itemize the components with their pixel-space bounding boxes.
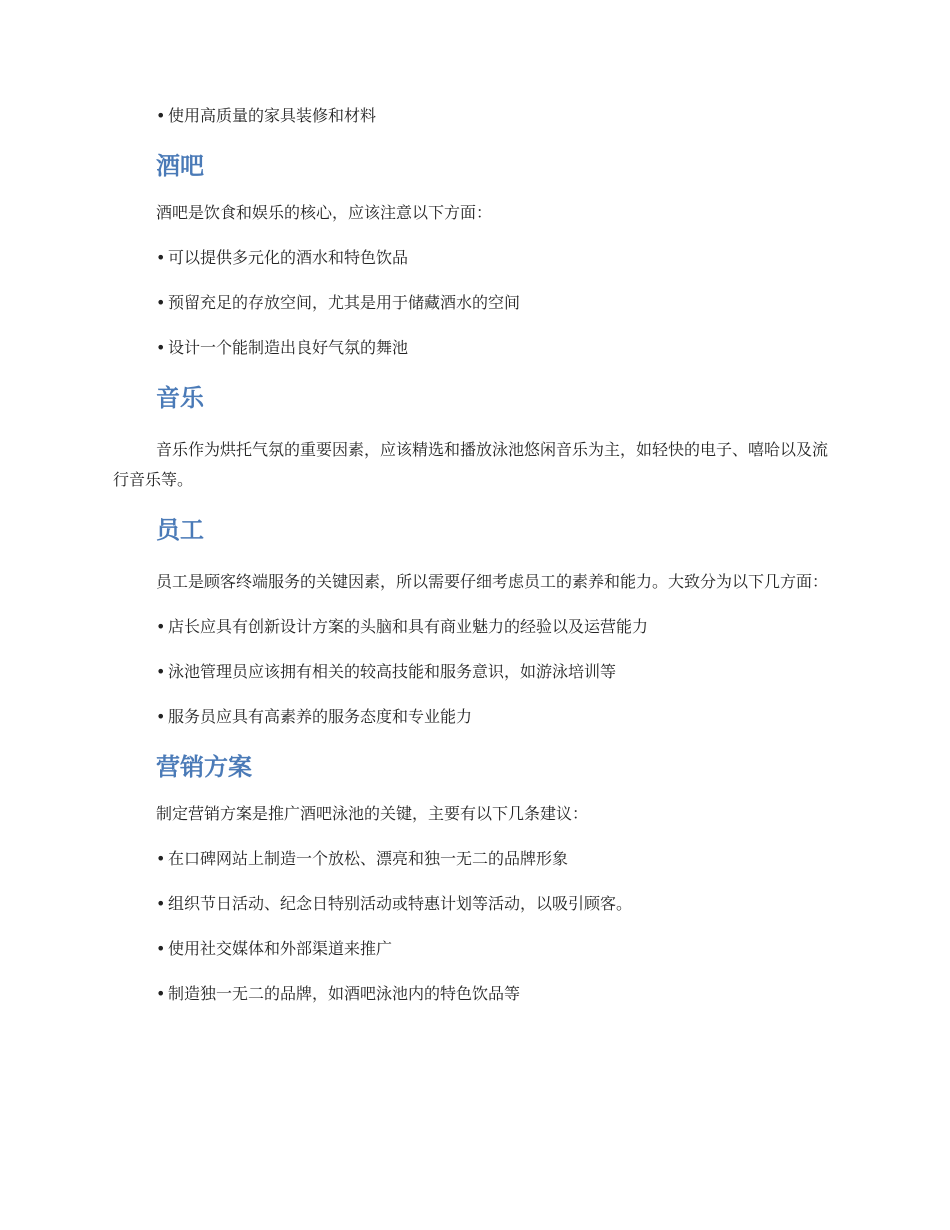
section-heading-marketing: 营销方案 — [156, 753, 252, 781]
bullet-dot: • — [156, 106, 166, 125]
bullet-text: 预留充足的存放空间，尤其是用于储藏酒水的空间 — [168, 293, 521, 312]
section-paragraph-staff: 员工是顾客终端服务的关键因素，所以需要仔细考虑员工的素养和能力。大致分为以下几方面： — [156, 572, 829, 591]
section-paragraph-bar: 酒吧是饮食和娱乐的核心，应该注意以下方面： — [156, 203, 493, 222]
bullet-dot: • — [156, 248, 166, 267]
bullet-dot: • — [156, 293, 166, 312]
bullet-item — [113, 248, 833, 268]
bullet-item — [113, 662, 833, 682]
bullet-item — [113, 707, 833, 727]
bullet-text: 在口碑网站上制造一个放松、漂亮和独一无二的品牌形象 — [168, 849, 569, 868]
bullet-item — [113, 849, 833, 869]
bullet-item — [113, 939, 833, 959]
bullet-dot: • — [156, 617, 166, 636]
section-paragraph-music: 音乐作为烘托气氛的重要因素，应该精选和播放泳池悠闲音乐为主，如轻快的电子、嘻哈以及流行音乐等。 — [113, 440, 829, 489]
bullet-text: 设计一个能制造出良好气氛的舞池 — [168, 338, 409, 357]
bullet-item — [113, 617, 833, 637]
section-heading-bar: 酒吧 — [156, 152, 204, 180]
bullet-dot: • — [156, 849, 166, 868]
bullet-text: 店长应具有创新设计方案的头脑和具有商业魅力的经验以及运营能力 — [168, 617, 649, 636]
bullet-dot: • — [156, 894, 166, 913]
bullet-item — [113, 293, 833, 313]
bullet-dot: • — [156, 984, 166, 1003]
bullet-text: 可以提供多元化的酒水和特色饮品 — [168, 248, 409, 267]
document-content — [113, 106, 833, 1029]
bullet-text: 使用社交媒体和外部渠道来推广 — [168, 939, 393, 958]
bullet-item — [113, 106, 833, 126]
section-heading-music: 音乐 — [156, 384, 204, 412]
bullet-dot: • — [156, 662, 166, 681]
bullet-text: 制造独一无二的品牌，如酒吧泳池内的特色饮品等 — [168, 984, 521, 1003]
section-paragraph-marketing: 制定营销方案是推广酒吧泳池的关键，主要有以下几条建议： — [156, 804, 589, 823]
bullet-text: 服务员应具有高素养的服务态度和专业能力 — [168, 707, 473, 726]
bullet-text: 泳池管理员应该拥有相关的较高技能和服务意识，如游泳培训等 — [168, 662, 617, 681]
bullet-dot: • — [156, 939, 166, 958]
bullet-item — [113, 338, 833, 358]
bullet-text: 使用高质量的家具装修和材料 — [168, 106, 377, 125]
bullet-text: 组织节日活动、纪念日特别活动或特惠计划等活动，以吸引顾客。 — [168, 894, 633, 913]
section-heading-staff: 员工 — [156, 516, 204, 544]
bullet-item — [113, 894, 833, 914]
bullet-item — [113, 984, 833, 1004]
bullet-dot: • — [156, 707, 166, 726]
bullet-dot: • — [156, 338, 166, 357]
